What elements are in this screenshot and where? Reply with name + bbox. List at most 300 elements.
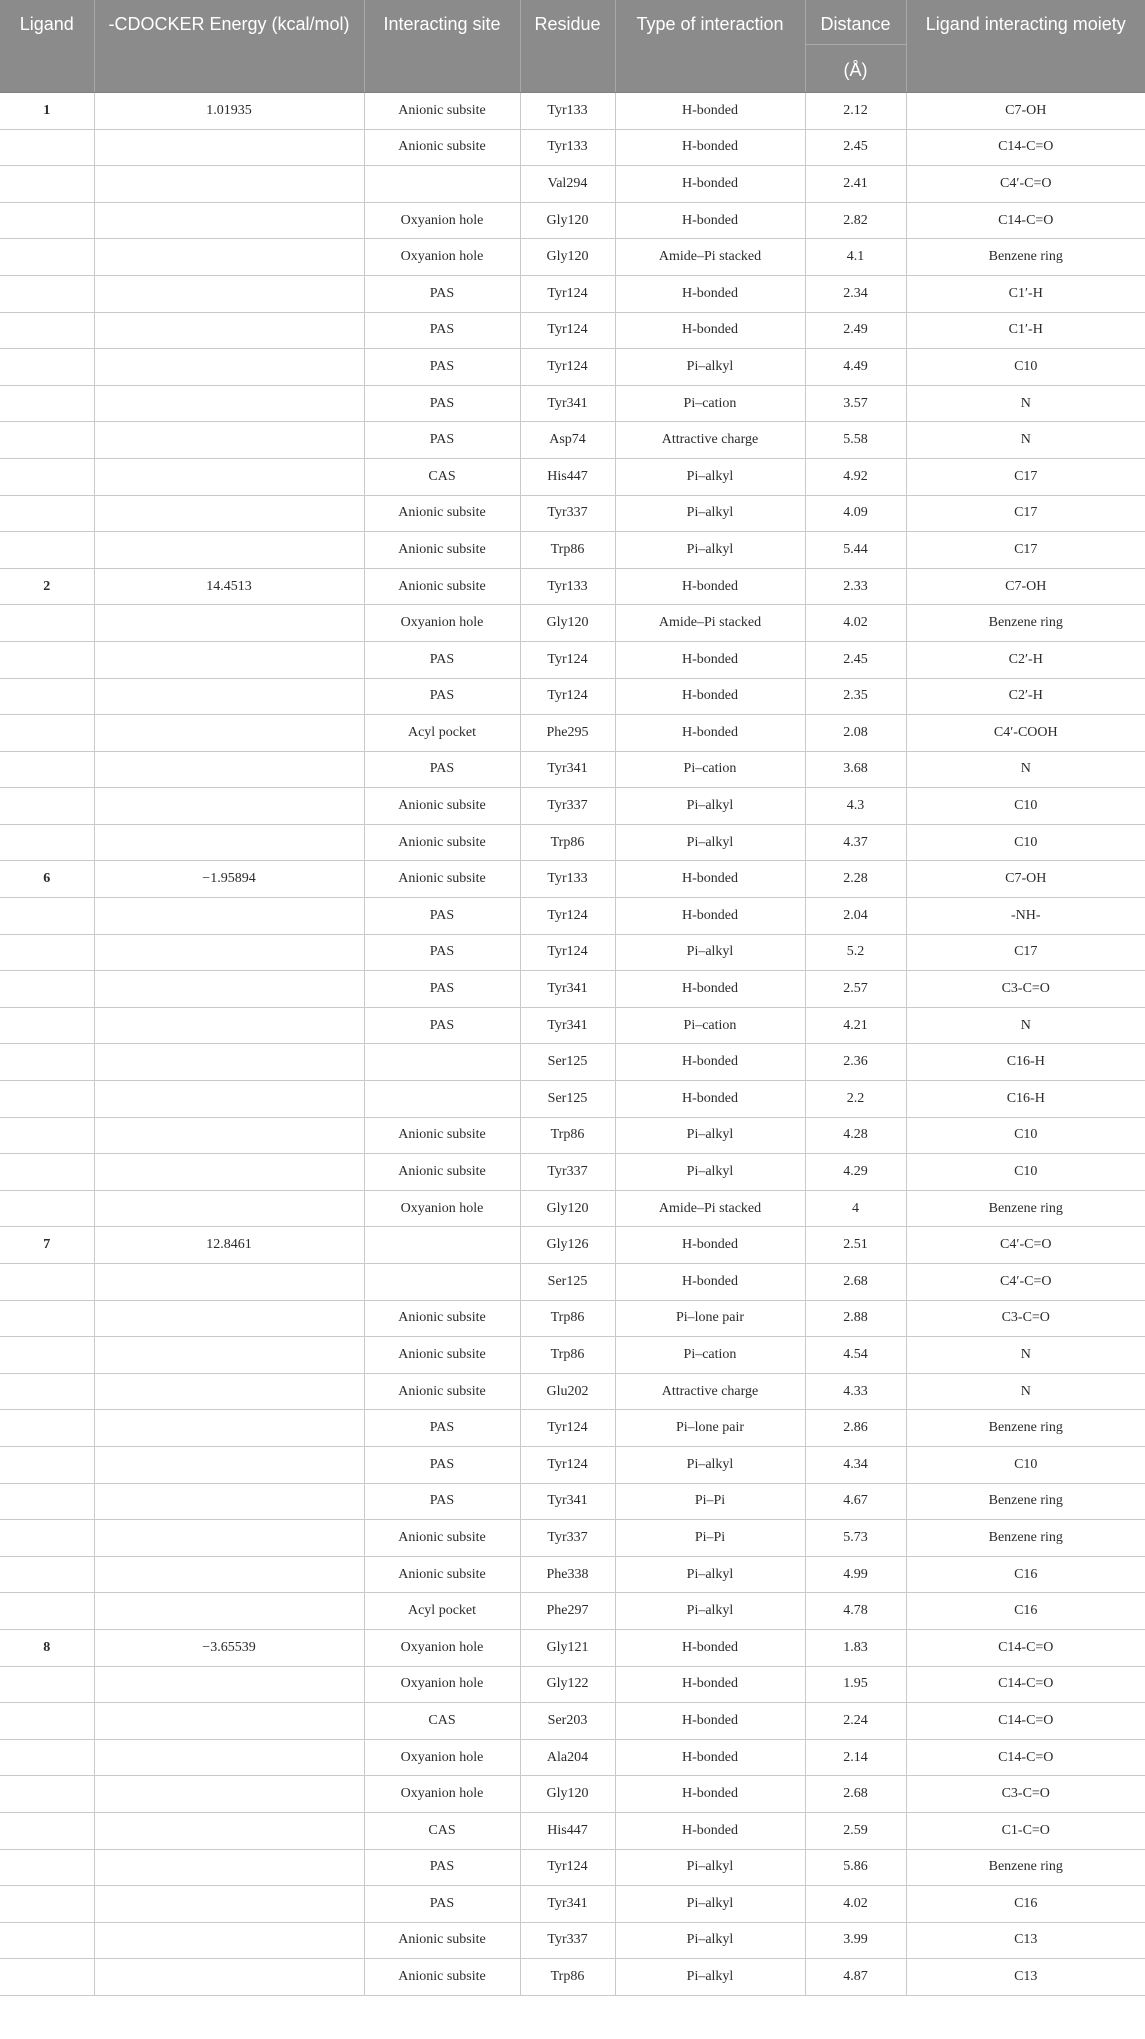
cell-energy xyxy=(94,275,364,312)
cell-distance: 3.57 xyxy=(805,385,906,422)
table-row xyxy=(0,275,1145,312)
cell-ligand xyxy=(0,1666,94,1703)
cell-residue: Tyr341 xyxy=(520,1483,615,1520)
cell-energy: 12.8461 xyxy=(94,1227,364,1264)
cell-residue: Trp86 xyxy=(520,532,615,569)
cell-moiety: C10 xyxy=(906,1154,1145,1191)
cell-type: Pi–alkyl xyxy=(615,1154,805,1191)
cell-energy xyxy=(94,1410,364,1447)
cell-residue: Tyr133 xyxy=(520,93,615,130)
cell-type: Pi–lone pair xyxy=(615,1410,805,1447)
cell-residue: Ser125 xyxy=(520,1044,615,1081)
cell-energy xyxy=(94,1520,364,1557)
table-row xyxy=(0,93,1145,130)
cell-type: Pi–alkyl xyxy=(615,934,805,971)
cell-moiety: N xyxy=(906,422,1145,459)
cell-ligand xyxy=(0,1154,94,1191)
cell-distance: 5.86 xyxy=(805,1849,906,1886)
cell-ligand xyxy=(0,1190,94,1227)
cell-distance: 5.2 xyxy=(805,934,906,971)
table-row xyxy=(0,1812,1145,1849)
cell-distance: 2.49 xyxy=(805,312,906,349)
cell-distance: 4.02 xyxy=(805,1886,906,1923)
cell-site: PAS xyxy=(364,349,520,386)
cell-residue: His447 xyxy=(520,1812,615,1849)
cell-site: PAS xyxy=(364,641,520,678)
cell-energy xyxy=(94,898,364,935)
header-moiety: Ligand interacting moiety xyxy=(906,0,1145,93)
table-row xyxy=(0,1483,1145,1520)
cell-residue: Ala204 xyxy=(520,1739,615,1776)
cell-distance: 2.88 xyxy=(805,1300,906,1337)
cell-distance: 4.49 xyxy=(805,349,906,386)
cell-residue: Gly120 xyxy=(520,1776,615,1813)
cell-residue: Tyr341 xyxy=(520,1886,615,1923)
cell-moiety: N xyxy=(906,1007,1145,1044)
cell-residue: Phe297 xyxy=(520,1593,615,1630)
cell-moiety: -NH- xyxy=(906,898,1145,935)
table-row xyxy=(0,861,1145,898)
cell-distance: 4.29 xyxy=(805,1154,906,1191)
cell-type: H-bonded xyxy=(615,568,805,605)
cell-energy xyxy=(94,824,364,861)
cell-residue: Asp74 xyxy=(520,422,615,459)
cell-ligand xyxy=(0,605,94,642)
cell-moiety: Benzene ring xyxy=(906,605,1145,642)
cell-site: PAS xyxy=(364,934,520,971)
cell-energy xyxy=(94,1300,364,1337)
cell-site: PAS xyxy=(364,1849,520,1886)
cell-ligand xyxy=(0,385,94,422)
cell-residue: Tyr124 xyxy=(520,934,615,971)
cell-energy xyxy=(94,1117,364,1154)
cell-distance: 2.51 xyxy=(805,1227,906,1264)
cell-energy xyxy=(94,1812,364,1849)
table-row xyxy=(0,1154,1145,1191)
cell-ligand xyxy=(0,898,94,935)
cell-ligand xyxy=(0,1556,94,1593)
cell-type: Pi–cation xyxy=(615,1337,805,1374)
cell-ligand xyxy=(0,1703,94,1740)
cell-residue: Tyr133 xyxy=(520,568,615,605)
cell-energy xyxy=(94,239,364,276)
cell-type: H-bonded xyxy=(615,1081,805,1118)
cell-ligand xyxy=(0,1483,94,1520)
table-row xyxy=(0,568,1145,605)
table-header xyxy=(0,0,1145,93)
cell-ligand xyxy=(0,1044,94,1081)
cell-distance: 2.82 xyxy=(805,202,906,239)
table-row xyxy=(0,1410,1145,1447)
cell-distance: 4.33 xyxy=(805,1373,906,1410)
cell-site: PAS xyxy=(364,971,520,1008)
cell-type: Attractive charge xyxy=(615,1373,805,1410)
table-row xyxy=(0,678,1145,715)
cell-distance: 2.12 xyxy=(805,93,906,130)
cell-residue: Trp86 xyxy=(520,824,615,861)
cell-ligand xyxy=(0,1886,94,1923)
table-row xyxy=(0,1373,1145,1410)
cell-energy xyxy=(94,1446,364,1483)
cell-ligand: 7 xyxy=(0,1227,94,1264)
cell-site: Oxyanion hole xyxy=(364,605,520,642)
table-row xyxy=(0,349,1145,386)
cell-site: Oxyanion hole xyxy=(364,1739,520,1776)
cell-site: Acyl pocket xyxy=(364,715,520,752)
cell-ligand xyxy=(0,275,94,312)
cell-residue: Tyr337 xyxy=(520,1520,615,1557)
cell-distance: 2.45 xyxy=(805,129,906,166)
table-row xyxy=(0,1300,1145,1337)
cell-moiety: C13 xyxy=(906,1959,1145,1996)
cell-ligand xyxy=(0,751,94,788)
cell-residue: Tyr341 xyxy=(520,971,615,1008)
cell-ligand xyxy=(0,824,94,861)
cell-type: H-bonded xyxy=(615,93,805,130)
cell-site: PAS xyxy=(364,1446,520,1483)
cell-ligand xyxy=(0,1081,94,1118)
cell-ligand xyxy=(0,312,94,349)
cell-energy xyxy=(94,532,364,569)
table-row xyxy=(0,1959,1145,1996)
cell-residue: Tyr124 xyxy=(520,678,615,715)
cell-moiety: C1′-H xyxy=(906,312,1145,349)
cell-ligand: 2 xyxy=(0,568,94,605)
cell-energy xyxy=(94,1081,364,1118)
cell-energy xyxy=(94,202,364,239)
cell-site: Anionic subsite xyxy=(364,495,520,532)
cell-site: Anionic subsite xyxy=(364,1922,520,1959)
cell-type: H-bonded xyxy=(615,1666,805,1703)
cell-type: Pi–alkyl xyxy=(615,532,805,569)
cell-type: Pi–lone pair xyxy=(615,1300,805,1337)
header-distance-unit: (Å) xyxy=(843,60,868,80)
cell-site: Anionic subsite xyxy=(364,1300,520,1337)
cell-residue: Phe338 xyxy=(520,1556,615,1593)
cell-moiety: C13 xyxy=(906,1922,1145,1959)
cell-residue: Gly120 xyxy=(520,239,615,276)
cell-site: Oxyanion hole xyxy=(364,1190,520,1227)
cell-moiety: C4′-C=O xyxy=(906,1227,1145,1264)
cell-moiety: N xyxy=(906,385,1145,422)
cell-type: Amide–Pi stacked xyxy=(615,239,805,276)
cell-site xyxy=(364,166,520,203)
cell-residue: Ser203 xyxy=(520,1703,615,1740)
cell-residue: His447 xyxy=(520,458,615,495)
table-row xyxy=(0,1703,1145,1740)
cell-moiety: C17 xyxy=(906,495,1145,532)
cell-ligand xyxy=(0,458,94,495)
cell-moiety: C1-C=O xyxy=(906,1812,1145,1849)
cell-site: Anionic subsite xyxy=(364,568,520,605)
cell-distance: 2.08 xyxy=(805,715,906,752)
cell-distance: 2.45 xyxy=(805,641,906,678)
table-row xyxy=(0,1337,1145,1374)
cell-moiety: Benzene ring xyxy=(906,1410,1145,1447)
cell-distance: 2.57 xyxy=(805,971,906,1008)
cell-type: H-bonded xyxy=(615,641,805,678)
cell-ligand xyxy=(0,202,94,239)
cell-ligand xyxy=(0,1739,94,1776)
table-row xyxy=(0,1264,1145,1301)
cell-site: PAS xyxy=(364,678,520,715)
cell-moiety: Benzene ring xyxy=(906,1190,1145,1227)
cell-residue: Gly120 xyxy=(520,605,615,642)
cell-distance: 4.99 xyxy=(805,1556,906,1593)
cell-site: PAS xyxy=(364,422,520,459)
cell-residue: Gly120 xyxy=(520,202,615,239)
cell-energy xyxy=(94,1483,364,1520)
cell-distance: 1.83 xyxy=(805,1629,906,1666)
cell-type: Pi–alkyl xyxy=(615,1849,805,1886)
cell-type: Pi–alkyl xyxy=(615,1593,805,1630)
cell-residue: Tyr133 xyxy=(520,129,615,166)
cell-distance: 4.09 xyxy=(805,495,906,532)
cell-energy xyxy=(94,129,364,166)
cell-moiety: C16 xyxy=(906,1556,1145,1593)
cell-type: H-bonded xyxy=(615,312,805,349)
cell-moiety: C14-C=O xyxy=(906,1739,1145,1776)
cell-moiety: C16-H xyxy=(906,1044,1145,1081)
cell-energy xyxy=(94,312,364,349)
cell-distance: 4.92 xyxy=(805,458,906,495)
cell-site: PAS xyxy=(364,312,520,349)
header-distance-label: Distance xyxy=(806,13,906,45)
cell-ligand xyxy=(0,1520,94,1557)
cell-ligand xyxy=(0,349,94,386)
table-row xyxy=(0,824,1145,861)
table-row xyxy=(0,312,1145,349)
cell-ligand: 6 xyxy=(0,861,94,898)
cell-energy: −1.95894 xyxy=(94,861,364,898)
cell-site: Anionic subsite xyxy=(364,93,520,130)
cell-energy xyxy=(94,458,364,495)
cell-moiety: C10 xyxy=(906,1446,1145,1483)
table-row xyxy=(0,788,1145,825)
cell-moiety: C10 xyxy=(906,1117,1145,1154)
header-residue: Residue xyxy=(520,0,615,93)
cell-moiety: C1′-H xyxy=(906,275,1145,312)
cell-type: Pi–alkyl xyxy=(615,1556,805,1593)
cell-type: H-bonded xyxy=(615,971,805,1008)
table-row xyxy=(0,715,1145,752)
table-row xyxy=(0,1886,1145,1923)
cell-residue: Tyr341 xyxy=(520,1007,615,1044)
cell-site: Anionic subsite xyxy=(364,1520,520,1557)
cell-moiety: Benzene ring xyxy=(906,1520,1145,1557)
cell-residue: Trp86 xyxy=(520,1300,615,1337)
cell-moiety: C10 xyxy=(906,349,1145,386)
table-row xyxy=(0,1849,1145,1886)
cell-distance: 2.36 xyxy=(805,1044,906,1081)
table-row xyxy=(0,934,1145,971)
cell-site: Anionic subsite xyxy=(364,1556,520,1593)
cell-energy xyxy=(94,788,364,825)
cell-type: Pi–Pi xyxy=(615,1483,805,1520)
cell-site: Anionic subsite xyxy=(364,532,520,569)
cell-site: Acyl pocket xyxy=(364,1593,520,1630)
cell-energy xyxy=(94,422,364,459)
cell-moiety: C17 xyxy=(906,532,1145,569)
cell-moiety: C7-OH xyxy=(906,93,1145,130)
cell-energy xyxy=(94,715,364,752)
cell-type: H-bonded xyxy=(615,898,805,935)
cell-moiety: C16 xyxy=(906,1593,1145,1630)
cell-type: Pi–alkyl xyxy=(615,1886,805,1923)
cell-moiety: Benzene ring xyxy=(906,239,1145,276)
cell-site: Anionic subsite xyxy=(364,861,520,898)
cell-type: Pi–alkyl xyxy=(615,495,805,532)
cell-distance: 4.37 xyxy=(805,824,906,861)
table-row xyxy=(0,1446,1145,1483)
cell-site: Oxyanion hole xyxy=(364,1629,520,1666)
cell-distance: 2.86 xyxy=(805,1410,906,1447)
cell-distance: 3.99 xyxy=(805,1922,906,1959)
cell-energy xyxy=(94,1666,364,1703)
cell-site: Anionic subsite xyxy=(364,1117,520,1154)
cell-type: H-bonded xyxy=(615,202,805,239)
cell-moiety: C10 xyxy=(906,824,1145,861)
cell-ligand xyxy=(0,715,94,752)
table-row xyxy=(0,1629,1145,1666)
table-row xyxy=(0,1556,1145,1593)
table-row xyxy=(0,1081,1145,1118)
cell-moiety: C3-C=O xyxy=(906,971,1145,1008)
cell-type: H-bonded xyxy=(615,1044,805,1081)
header-site: Interacting site xyxy=(364,0,520,93)
cell-type: H-bonded xyxy=(615,678,805,715)
cell-distance: 2.04 xyxy=(805,898,906,935)
cell-ligand xyxy=(0,1446,94,1483)
cell-moiety: C7-OH xyxy=(906,568,1145,605)
cell-ligand xyxy=(0,1410,94,1447)
table-row xyxy=(0,1739,1145,1776)
table-row xyxy=(0,1227,1145,1264)
cell-distance: 2.2 xyxy=(805,1081,906,1118)
table-row xyxy=(0,605,1145,642)
table-row xyxy=(0,422,1145,459)
cell-ligand xyxy=(0,934,94,971)
table-row xyxy=(0,532,1145,569)
cell-site: PAS xyxy=(364,1483,520,1520)
cell-energy xyxy=(94,751,364,788)
cell-distance: 2.35 xyxy=(805,678,906,715)
cell-moiety: C3-C=O xyxy=(906,1300,1145,1337)
table-row xyxy=(0,239,1145,276)
cell-distance: 4.67 xyxy=(805,1483,906,1520)
table-row xyxy=(0,1922,1145,1959)
cell-residue: Gly120 xyxy=(520,1190,615,1227)
cell-moiety: C4′-C=O xyxy=(906,166,1145,203)
cell-type: H-bonded xyxy=(615,1812,805,1849)
cell-moiety: Benzene ring xyxy=(906,1483,1145,1520)
cell-residue: Tyr124 xyxy=(520,898,615,935)
cell-energy xyxy=(94,1922,364,1959)
cell-energy xyxy=(94,385,364,422)
cell-moiety: C14-C=O xyxy=(906,1629,1145,1666)
cell-residue: Tyr124 xyxy=(520,312,615,349)
cell-site: Anionic subsite xyxy=(364,129,520,166)
header-energy: -CDOCKER Energy (kcal/mol) xyxy=(94,0,364,93)
cell-residue: Trp86 xyxy=(520,1959,615,1996)
cell-distance: 4.87 xyxy=(805,1959,906,1996)
table-row xyxy=(0,458,1145,495)
cell-distance: 4 xyxy=(805,1190,906,1227)
cell-type: H-bonded xyxy=(615,1629,805,1666)
cell-ligand: 8 xyxy=(0,1629,94,1666)
cell-type: H-bonded xyxy=(615,166,805,203)
cell-ligand xyxy=(0,1264,94,1301)
cell-distance: 4.1 xyxy=(805,239,906,276)
cell-ligand xyxy=(0,1300,94,1337)
table-row xyxy=(0,385,1145,422)
cell-type: Pi–alkyl xyxy=(615,1959,805,1996)
table-row xyxy=(0,1593,1145,1630)
table-row xyxy=(0,1190,1145,1227)
table-row xyxy=(0,1666,1145,1703)
cell-site: PAS xyxy=(364,751,520,788)
cell-type: Pi–cation xyxy=(615,385,805,422)
cell-distance: 3.68 xyxy=(805,751,906,788)
cell-ligand xyxy=(0,495,94,532)
cell-distance: 2.68 xyxy=(805,1264,906,1301)
cell-site xyxy=(364,1264,520,1301)
cell-moiety: C17 xyxy=(906,458,1145,495)
cell-ligand xyxy=(0,971,94,1008)
table-row xyxy=(0,751,1145,788)
table-row xyxy=(0,641,1145,678)
cell-energy xyxy=(94,495,364,532)
cell-ligand xyxy=(0,1337,94,1374)
cell-energy xyxy=(94,1044,364,1081)
table-row xyxy=(0,898,1145,935)
cell-moiety: C2′-H xyxy=(906,678,1145,715)
cell-distance: 2.24 xyxy=(805,1703,906,1740)
cell-ligand xyxy=(0,1007,94,1044)
cell-residue: Tyr337 xyxy=(520,1154,615,1191)
table-row xyxy=(0,495,1145,532)
cell-residue: Tyr337 xyxy=(520,1922,615,1959)
cell-site: CAS xyxy=(364,1812,520,1849)
cell-energy xyxy=(94,1593,364,1630)
cell-moiety: C4′-C=O xyxy=(906,1264,1145,1301)
cell-type: H-bonded xyxy=(615,275,805,312)
header-type: Type of interaction xyxy=(615,0,805,93)
cell-type: Attractive charge xyxy=(615,422,805,459)
cell-energy xyxy=(94,1337,364,1374)
cell-type: H-bonded xyxy=(615,861,805,898)
cell-type: H-bonded xyxy=(615,1776,805,1813)
cell-site: Oxyanion hole xyxy=(364,239,520,276)
cell-type: H-bonded xyxy=(615,1703,805,1740)
header-row xyxy=(0,0,1145,93)
cell-moiety: C17 xyxy=(906,934,1145,971)
table-row xyxy=(0,1007,1145,1044)
cell-energy xyxy=(94,1959,364,1996)
cell-moiety: C3-C=O xyxy=(906,1776,1145,1813)
cell-distance: 1.95 xyxy=(805,1666,906,1703)
cell-site: Anionic subsite xyxy=(364,1959,520,1996)
cell-moiety: C14-C=O xyxy=(906,1666,1145,1703)
cell-energy xyxy=(94,1154,364,1191)
cell-moiety: N xyxy=(906,1337,1145,1374)
table-row xyxy=(0,1117,1145,1154)
cell-energy xyxy=(94,1776,364,1813)
cell-moiety: Benzene ring xyxy=(906,1849,1145,1886)
cell-moiety: C14-C=O xyxy=(906,1703,1145,1740)
cell-distance: 5.73 xyxy=(805,1520,906,1557)
cell-residue: Tyr124 xyxy=(520,1849,615,1886)
